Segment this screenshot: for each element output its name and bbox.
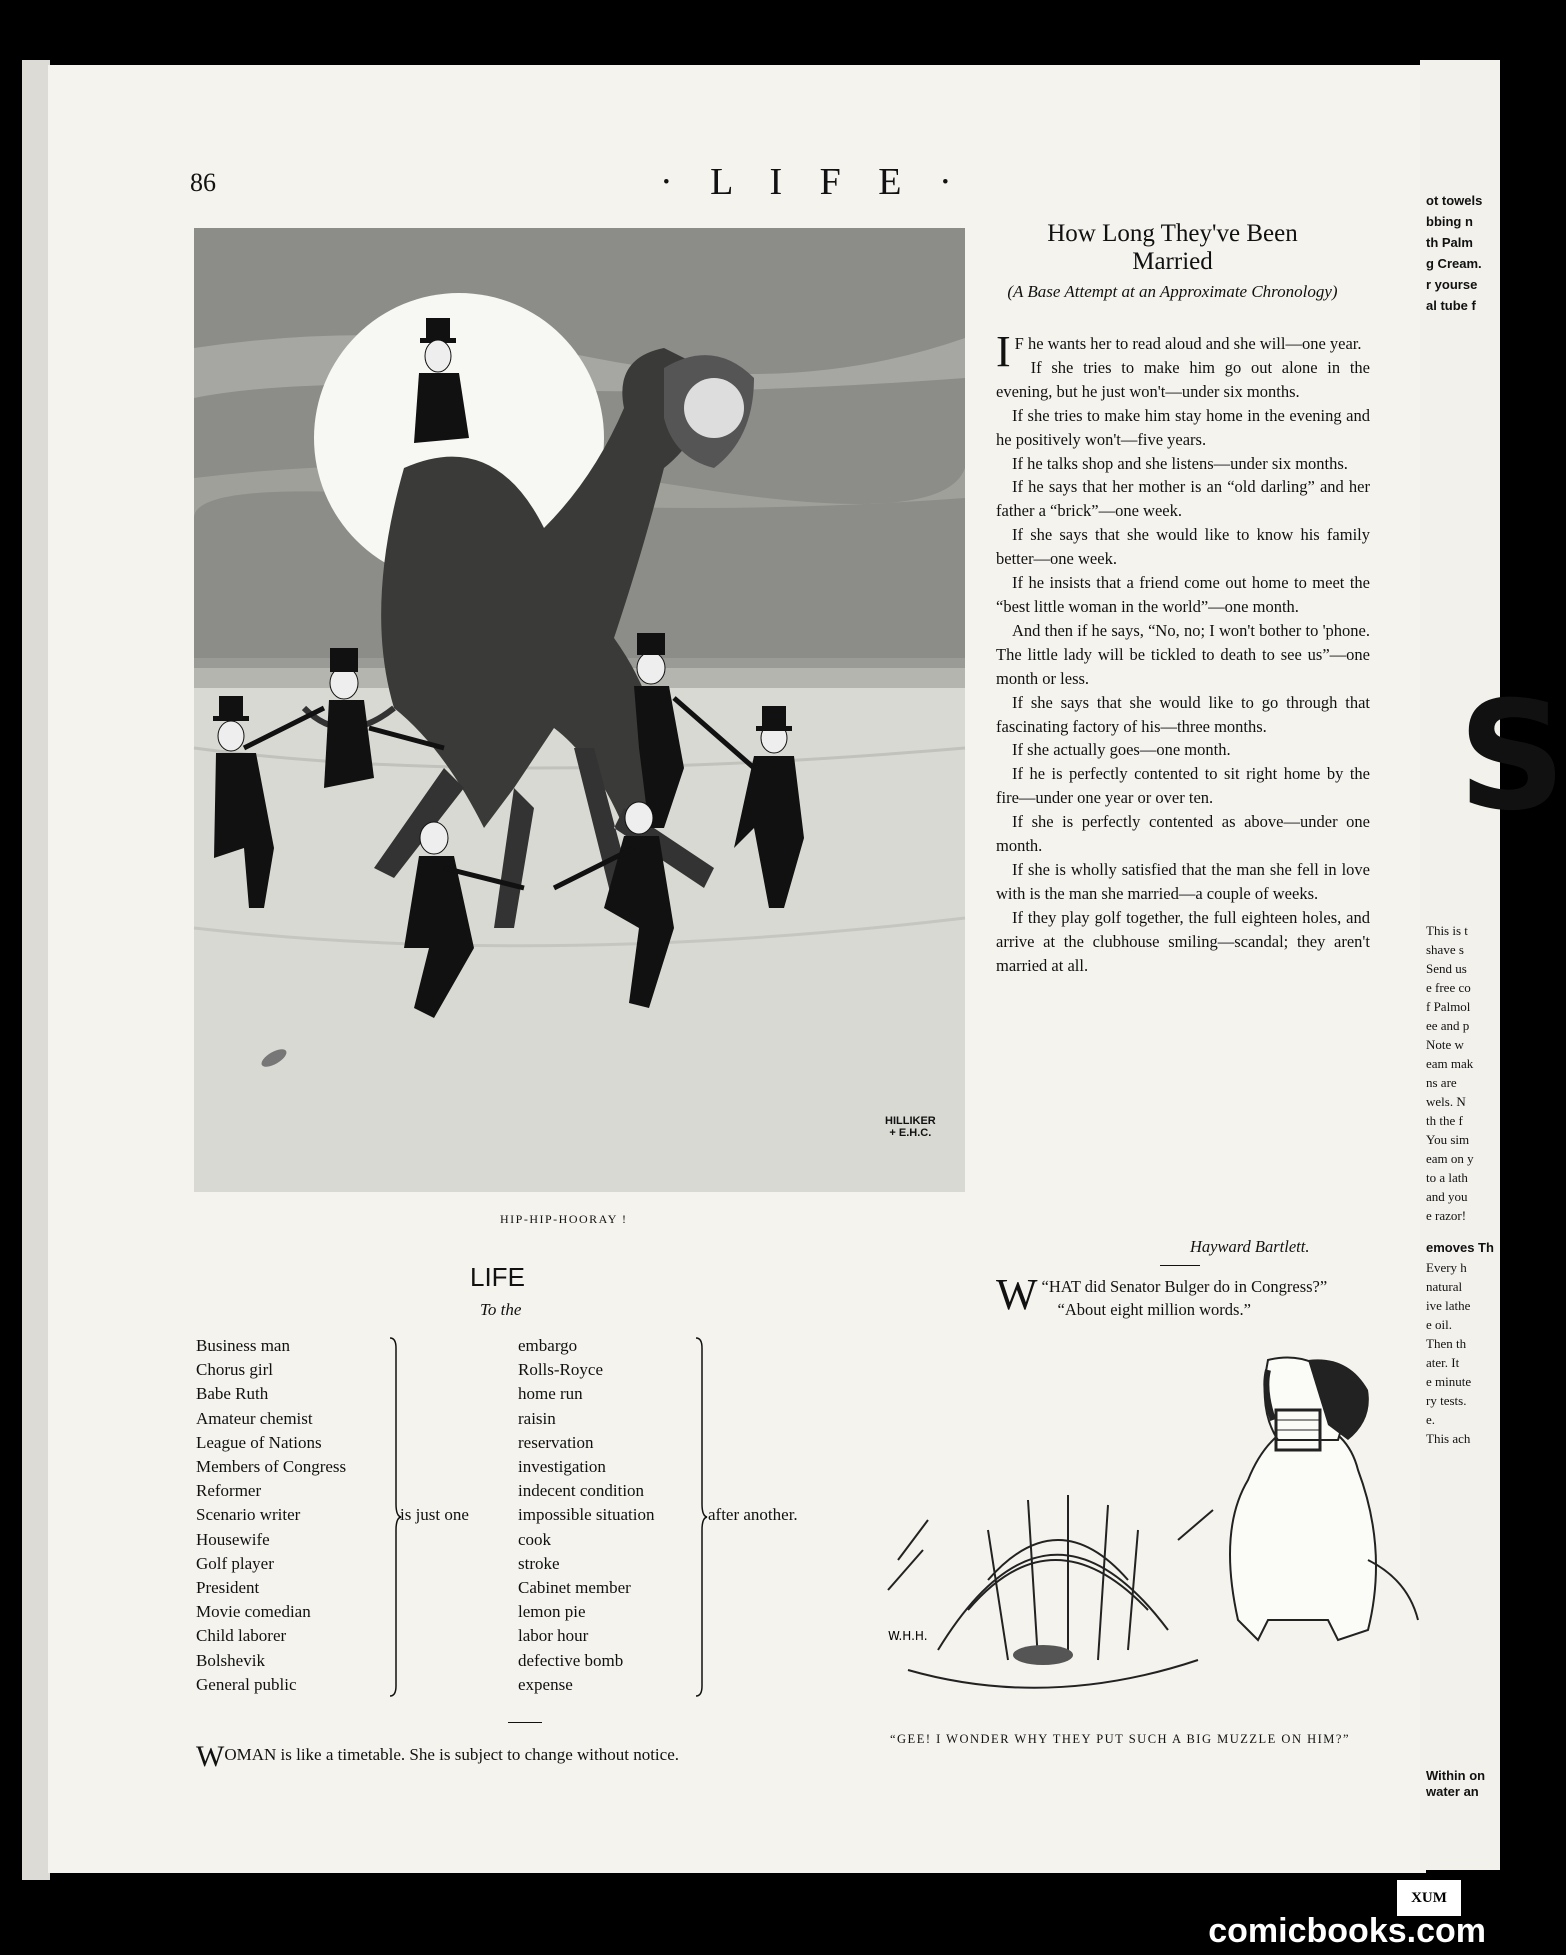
article-paragraph: If she is perfectly contented as above—under one month.: [996, 812, 1370, 856]
life-list-right-item: expense: [518, 1674, 573, 1694]
facing-page-text-fragment: th the f: [1426, 1113, 1463, 1128]
facing-page-text-fragment: ater. It: [1426, 1355, 1460, 1370]
facing-page-text-fragment: This ach: [1426, 1431, 1471, 1446]
camel-illustration: [194, 228, 965, 1192]
life-list-middle: is just one: [400, 1505, 469, 1524]
life-list-right-item: cook: [518, 1529, 552, 1549]
facing-page-text-fragment: Send us: [1426, 961, 1467, 976]
article-paragraph: If she is wholly satisfied that the man she fell in love with is the man she married—a couple of weeks.: [996, 859, 1370, 903]
facing-page-text-fragment: eam mak: [1426, 1056, 1474, 1071]
facing-page-text-fragment: bbing n: [1426, 214, 1473, 229]
life-list-left-item: Members of Congress: [196, 1457, 347, 1477]
article-paragraph: And then if he says, “No, no; I won't bother to 'phone. The little lady will be tickled to death to see us”—one month or less.: [996, 620, 1370, 688]
life-list-left-item: Golf player: [196, 1553, 274, 1573]
facing-page-text-fragment: Then th: [1426, 1336, 1467, 1351]
facing-page-text-fragment: th Palm: [1426, 235, 1473, 250]
life-list-tail: after another.: [708, 1505, 798, 1524]
article-paragraph: If they play golf together, the full eighteen holes, and arrive at the clubhouse smiling—scandal; they aren't married at all.: [996, 907, 1370, 975]
life-list-right-item: Rolls-Royce: [518, 1360, 603, 1380]
life-list-right-item: reservation: [518, 1432, 594, 1452]
life-list-right-item: lemon pie: [518, 1602, 586, 1622]
facing-page-text-fragment: shave s: [1426, 942, 1464, 957]
life-list-right-item: indecent condition: [518, 1481, 645, 1501]
facing-page-text-fragment: natural: [1426, 1279, 1463, 1294]
page-number: 86: [190, 168, 216, 197]
life-list-right-column: [518, 1334, 654, 1697]
woman-dropcap: W: [196, 1740, 225, 1773]
masthead: · L I F E ·: [660, 161, 966, 203]
article-paragraph: If she says that she would like to know his family better—one week.: [996, 525, 1370, 569]
illustration-signature: HILLIKER + E.H.C.: [885, 1115, 936, 1139]
binding-edge: [22, 60, 50, 1880]
facing-page-text-fragment: Note w: [1426, 1037, 1464, 1052]
facing-page-text-fragment: emoves Th: [1426, 1240, 1494, 1255]
life-list-right-item: stroke: [518, 1553, 560, 1573]
facing-page-text-fragment: g Cream.: [1426, 256, 1482, 271]
life-list-left-item: Business man: [196, 1336, 290, 1355]
archive-tag: XUM: [1397, 1880, 1461, 1916]
facing-page-text-fragment: and you: [1426, 1189, 1468, 1204]
life-list-left-item: Scenario writer: [196, 1505, 301, 1525]
facing-page-text-fragment: e minute: [1426, 1374, 1472, 1389]
article-paragraph: If he says that her mother is an “old darling” and her father a “brick”—one week.: [996, 477, 1370, 521]
dog-cartoon: [868, 1330, 1430, 1728]
article-dropcap: I: [996, 327, 1011, 376]
facing-page-big-letter: S: [1458, 670, 1566, 844]
divider: [1160, 1265, 1200, 1266]
facing-page-text-fragment: ee and p: [1426, 1018, 1470, 1033]
life-list-right-item: investigation: [518, 1457, 606, 1477]
article-paragraph: I F he wants her to read aloud and she will—one year.: [996, 327, 1362, 376]
life-list-right-item: embargo: [518, 1336, 578, 1355]
facing-page-text-fragment: e oil.: [1426, 1317, 1452, 1332]
article-paragraph: If he insists that a friend come out home to meet the “best little woman in the world”—one month.: [996, 573, 1370, 616]
life-list-left-item: President: [196, 1578, 260, 1598]
right-bracket: [694, 1336, 708, 1698]
life-list-left-item: League of Nations: [196, 1432, 322, 1452]
facing-page-text-fragment: water an: [1426, 1784, 1479, 1799]
life-list-left-item: Housewife: [196, 1529, 270, 1549]
article-paragraph: If she says that she would like to go through that fascinating factory of his—three months.: [996, 692, 1370, 736]
senator-joke: W “HAT did Senator Bulger do in Congress?” “About eight million words.”: [996, 1270, 1328, 1319]
life-list-right-item: impossible situation: [518, 1505, 655, 1525]
life-list-left-item: Chorus girl: [196, 1360, 273, 1380]
joke-dropcap: W: [996, 1270, 1038, 1319]
facing-page-text-fragment: This is t: [1426, 923, 1468, 938]
facing-page-text-fragment: wels. N: [1426, 1094, 1466, 1109]
facing-page-text-fragment: Every h: [1426, 1260, 1467, 1275]
facing-page-text-fragment: ive lathe: [1426, 1298, 1471, 1313]
life-list-left-item: Child laborer: [196, 1626, 287, 1646]
facing-page-text-fragment: to a lath: [1426, 1170, 1468, 1185]
article-byline: Hayward Bartlett.: [1190, 1237, 1310, 1256]
article-paragraph: If he talks shop and she listens—under six months.: [1012, 453, 1348, 473]
life-list-right-item: raisin: [518, 1408, 556, 1428]
article-paragraph: If she tries to make him go out alone in the evening, but he just won't—under six months.: [996, 357, 1370, 401]
life-list-right-item: defective bomb: [518, 1650, 624, 1670]
article-title: How Long They've Been Married: [1047, 220, 1298, 275]
divider: [508, 1722, 542, 1723]
life-list-subtitle: To the: [480, 1300, 522, 1319]
life-list-right-item: Cabinet member: [518, 1578, 631, 1598]
article-paragraph: If she tries to make him stay home in the evening and he positively won't—five years.: [996, 405, 1370, 449]
article-body: [996, 327, 1370, 977]
facing-page-text-fragment: f Palmol: [1426, 999, 1471, 1014]
facing-page-text-fragment: al tube f: [1426, 298, 1476, 313]
woman-quip: WOMAN is like a timetable. She is subject to change without notice.: [196, 1740, 679, 1773]
facing-page-text-fragment: ry tests.: [1426, 1393, 1467, 1408]
watermark: comicbooks.com: [1208, 1912, 1486, 1950]
illustration-caption: HIP-HIP-HOORAY !: [500, 1212, 628, 1226]
facing-page: [1420, 60, 1500, 1870]
life-list-right-item: labor hour: [518, 1626, 589, 1646]
facing-page-text-fragment: r yourse: [1426, 277, 1478, 292]
facing-page-text-fragment: e free co: [1426, 980, 1471, 995]
facing-page-text-fragment: e razor!: [1426, 1208, 1467, 1223]
dog-cartoon-signature: W.H.H.: [888, 1629, 928, 1643]
life-list-left-item: Reformer: [196, 1481, 262, 1501]
life-list-left-item: Bolshevik: [196, 1650, 265, 1670]
facing-page-text-fragment: e.: [1426, 1412, 1436, 1427]
facing-page-text-fragment: Within on: [1426, 1768, 1486, 1783]
life-list-left-column: [196, 1334, 346, 1697]
facing-page-text-fragment: eam on y: [1426, 1151, 1474, 1166]
life-list-title: LIFE: [470, 1262, 525, 1292]
article-paragraph: If she actually goes—one month.: [1012, 740, 1231, 760]
life-list-left-item: Movie comedian: [196, 1602, 311, 1622]
facing-page-text-fragment: ns are: [1426, 1075, 1457, 1090]
life-list-right-item: home run: [518, 1384, 583, 1404]
facing-page-text-fragment: ot towels: [1426, 193, 1483, 208]
facing-page-text-fragment: You sim: [1426, 1132, 1470, 1147]
life-list-left-item: Babe Ruth: [196, 1384, 269, 1404]
article-subtitle: (A Base Attempt at an Approximate Chronology): [1007, 282, 1338, 301]
life-list-left-item: Amateur chemist: [196, 1408, 313, 1428]
dog-cartoon-caption: “GEE! I WONDER WHY THEY PUT SUCH A BIG MUZZLE ON HIM?”: [889, 1732, 1351, 1746]
life-list-left-item: General public: [196, 1674, 297, 1694]
article-paragraph: If he is perfectly contented to sit right home by the fire—under one year or over ten.: [996, 764, 1370, 808]
